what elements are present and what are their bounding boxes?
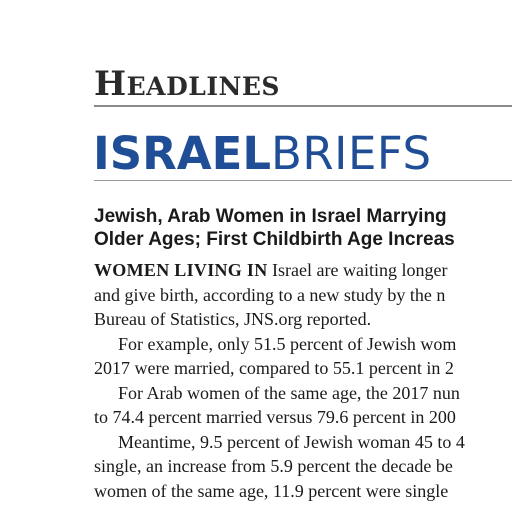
article-body (94, 258, 512, 503)
section-heading-rest: EADLINES (126, 72, 280, 101)
body-line: and give birth, according to a new study by the n (94, 284, 446, 305)
body-line (94, 258, 512, 283)
article-headline (94, 205, 512, 251)
headline-line: Older Ages; First Childbirth Age Increas (94, 229, 455, 250)
section-heading-initial: H (94, 64, 127, 104)
briefs-title-light: BRIEFS (271, 127, 432, 180)
headline-line: Jewish, Arab Women in Israel Marrying (94, 206, 447, 227)
lead-in: WOMEN LIVING IN (94, 260, 268, 280)
body-line: Bureau of Statistics, JNS.org reported. (94, 309, 372, 329)
bottom-divider (94, 180, 512, 181)
briefs-title-bold: ISRAEL (93, 127, 272, 180)
body-line: single, an increase from 5.9 percent the decade be (94, 456, 453, 476)
body-line: Meantime, 9.5 percent of Jewish woman 45 to 4 (118, 431, 465, 452)
body-line: women of the same age, 11.9 percent were single (94, 480, 449, 501)
body-line: For Arab women of the same age, the 2017 nun (118, 382, 460, 403)
section-heading (94, 64, 280, 104)
body-line: For example, only 51.5 percent of Jewish wom (118, 333, 457, 354)
top-divider (94, 105, 512, 107)
briefs-title (93, 127, 432, 181)
body-line: to 74.4 percent married versus 79.6 percent in 200 (94, 407, 456, 427)
body-text: Israel are waiting longer (267, 260, 448, 280)
body-line: 2017 were married, compared to 55.1 percent in 2 (94, 358, 454, 378)
